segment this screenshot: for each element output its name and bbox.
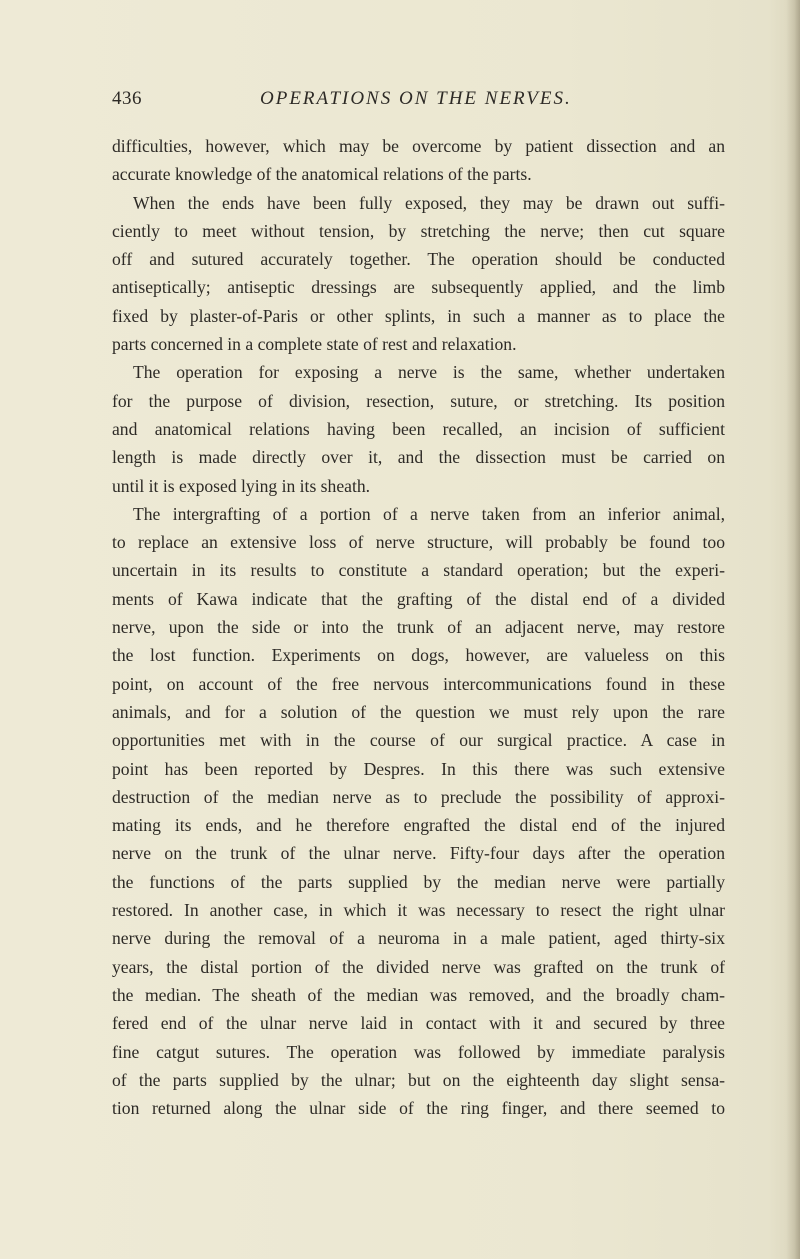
text-line: fered end of the ulnar nerve laid in contact with it and secured by three [112,1013,725,1034]
page-edge-shadow [786,0,800,1259]
text-line: ments of Kawa indicate that the grafting of the distal end of a divided [112,588,725,609]
text-line: opportunities met with in the course of our surgical practice. A case in [112,730,725,751]
text-line: of the parts supplied by the ulnar; but on the eighteenth day slight sensa- [112,1069,725,1090]
text-line: restored. In another case, in which it was necessary to resect the right ulnar [112,900,725,921]
page-header [112,88,732,116]
text-line: the median. The sheath of the median was removed, and the broadly cham- [112,984,725,1005]
text-line: years, the distal portion of the divided nerve was grafted on the trunk of [112,956,725,977]
text-line: point has been reported by Despres. In this there was such extensive [112,758,725,779]
text-line: the functions of the parts supplied by the median nerve were partially [112,871,725,892]
text-line: animals, and for a solution of the question we must rely upon the rare [112,701,725,722]
text-line: and anatomical relations having been recalled, an incision of sufficient [112,418,725,439]
page-number: 436 [112,88,142,109]
text-line: tion returned along the ulnar side of the ring finger, and there seemed to [112,1098,725,1119]
text-line: The operation for exposing a nerve is the same, whether undertaken [133,362,725,383]
text-line: antiseptically; antiseptic dressings are subsequently applied, and the limb [112,277,725,298]
text-line: length is made directly over it, and the dissection must be carried on [112,447,725,468]
text-line: point, on account of the free nervous intercommunications found in these [112,673,725,694]
body-text [112,132,725,1122]
text-line: The intergrafting of a portion of a nerve taken from an inferior animal, [133,503,725,524]
text-line: to replace an extensive loss of nerve structure, will probably be found too [112,532,725,553]
text-line: until it is exposed lying in its sheath. [112,475,371,496]
text-line: off and sutured accurately together. The operation should be conducted [112,249,725,270]
text-line: the lost function. Experiments on dogs, however, are valueless on this [112,645,725,666]
text-line: uncertain in its results to constitute a standard operation; but the experi- [112,560,725,581]
text-line: accurate knowledge of the anatomical relations of the parts. [112,164,532,185]
text-line: nerve, upon the side or into the trunk of an adjacent nerve, may restore [112,617,725,638]
text-line: difficulties, however, which may be overcome by patient dissection and an [112,136,725,156]
text-line: nerve on the trunk of the ulnar nerve. Fifty-four days after the operation [112,843,725,864]
text-line: ciently to meet without tension, by stretching the nerve; then cut square [112,220,725,241]
text-line: When the ends have been fully exposed, they may be drawn out suffi- [133,192,725,213]
text-line: parts concerned in a complete state of rest and relaxation. [112,334,517,355]
text-line: destruction of the median nerve as to preclude the possibility of approxi- [112,786,725,807]
text-line: nerve during the removal of a neuroma in a male patient, aged thirty-six [112,928,725,949]
text-line: fixed by plaster-of-Paris or other splints, in such a manner as to place the [112,305,725,326]
text-line: mating its ends, and he therefore engrafted the distal end of the injured [112,815,725,836]
running-head: OPERATIONS ON THE NERVES. [260,88,572,109]
text-line: fine catgut sutures. The operation was followed by immediate paralysis [112,1041,725,1062]
text-line: for the purpose of division, resection, suture, or stretching. Its position [112,390,725,411]
